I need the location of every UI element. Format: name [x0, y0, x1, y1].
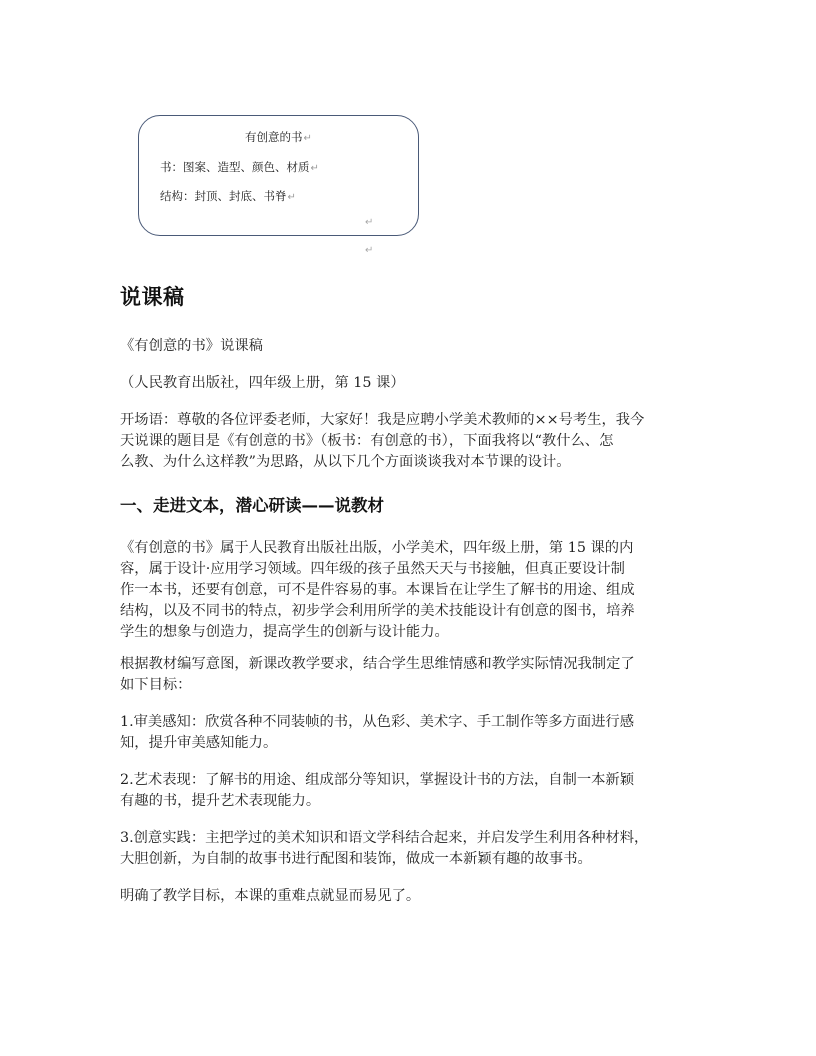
paragraph-mark-icon: ↵ — [303, 133, 312, 144]
paragraph-mark-icon: ↵ — [365, 217, 374, 228]
document-heading: 说课稿 — [120, 285, 185, 309]
course-title: 《有创意的书》说课稿 — [120, 338, 263, 354]
goal-aesthetic-perception — [120, 712, 702, 754]
text-line: 容，属于设计·应用学习领域。四年级的孩子虽然天天与书接触，但真正要设计制 — [120, 561, 625, 577]
text-line: 么教、为什么这样教”为思路，从以下几个方面谈谈我对本节课的设计。 — [120, 454, 571, 470]
text-line: 《有创意的书》属于人民教育出版社出版，小学美术，四年级上册，第 15 课的内 — [120, 540, 634, 556]
text-line: 知，提升审美感知能力。 — [120, 735, 278, 751]
opening-paragraph — [120, 410, 702, 473]
paragraph-mark-icon: ↵ — [310, 163, 319, 174]
text-line: 天说课的题目是《有创意的书》（板书：有创意的书），下面我将以“教什么、怎 — [120, 433, 614, 449]
text-line: 大胆创新，为自制的故事书进行配图和装饰，做成一本新颖有趣的故事书。 — [120, 851, 592, 867]
publisher-line: （人民教育出版社，四年级上册，第 15 课） — [120, 375, 405, 391]
text-line: 1.审美感知：欣赏各种不同装帧的书，从色彩、美术字、手工制作等多方面进行感 — [120, 714, 635, 730]
text-line: 3.创意实践：主把学过的美术知识和语文学科结合起来，并启发学生利用各种材料， — [120, 830, 649, 846]
text-line: 学生的想象与创造力，提高学生的创新与设计能力。 — [120, 624, 449, 640]
text-line: 2.艺术表现：了解书的用途、组成部分等知识，掌握设计书的方法，自制一本新颖 — [120, 772, 635, 788]
board-line-structure: 结构：封顶、封底、书脊↵ — [160, 189, 296, 203]
text-line: 结构，以及不同书的特点，初步学会利用所学的美术技能设计有创意的图书，培养 — [120, 603, 635, 619]
paragraph-mark-icon: ↵ — [365, 245, 374, 256]
text-line: 根据教材编写意图，新课改教学要求，结合学生思维情感和教学实际情况我制定了 — [120, 656, 635, 672]
text-line: 如下目标： — [120, 677, 192, 693]
board-title: 有创意的书↵ — [245, 130, 312, 144]
board-line-book-elements: 书：图案、造型、颜色、材质↵ — [160, 160, 319, 174]
paragraph-mark-icon: ↵ — [287, 192, 296, 203]
text-line: 有趣的书，提升艺术表现能力。 — [120, 793, 321, 809]
textbook-intro-paragraph — [120, 538, 702, 643]
goal-creative-practice — [120, 828, 702, 870]
closing-paragraph: 明确了教学目标，本课的重难点就显而易见了。 — [120, 888, 421, 904]
text-line: 开场语：尊敬的各位评委老师，大家好！我是应聘小学美术教师的××号考生，我今 — [120, 412, 645, 428]
section-heading: 一、走进文本，潜心研读——说教材 — [120, 496, 384, 515]
board-layout-box — [138, 115, 419, 236]
objectives-intro-paragraph — [120, 654, 702, 696]
goal-artistic-expression — [120, 770, 702, 812]
text-line: 作一本书，还要有创意，可不是件容易的事。本课旨在让学生了解书的用途、组成 — [120, 582, 635, 598]
